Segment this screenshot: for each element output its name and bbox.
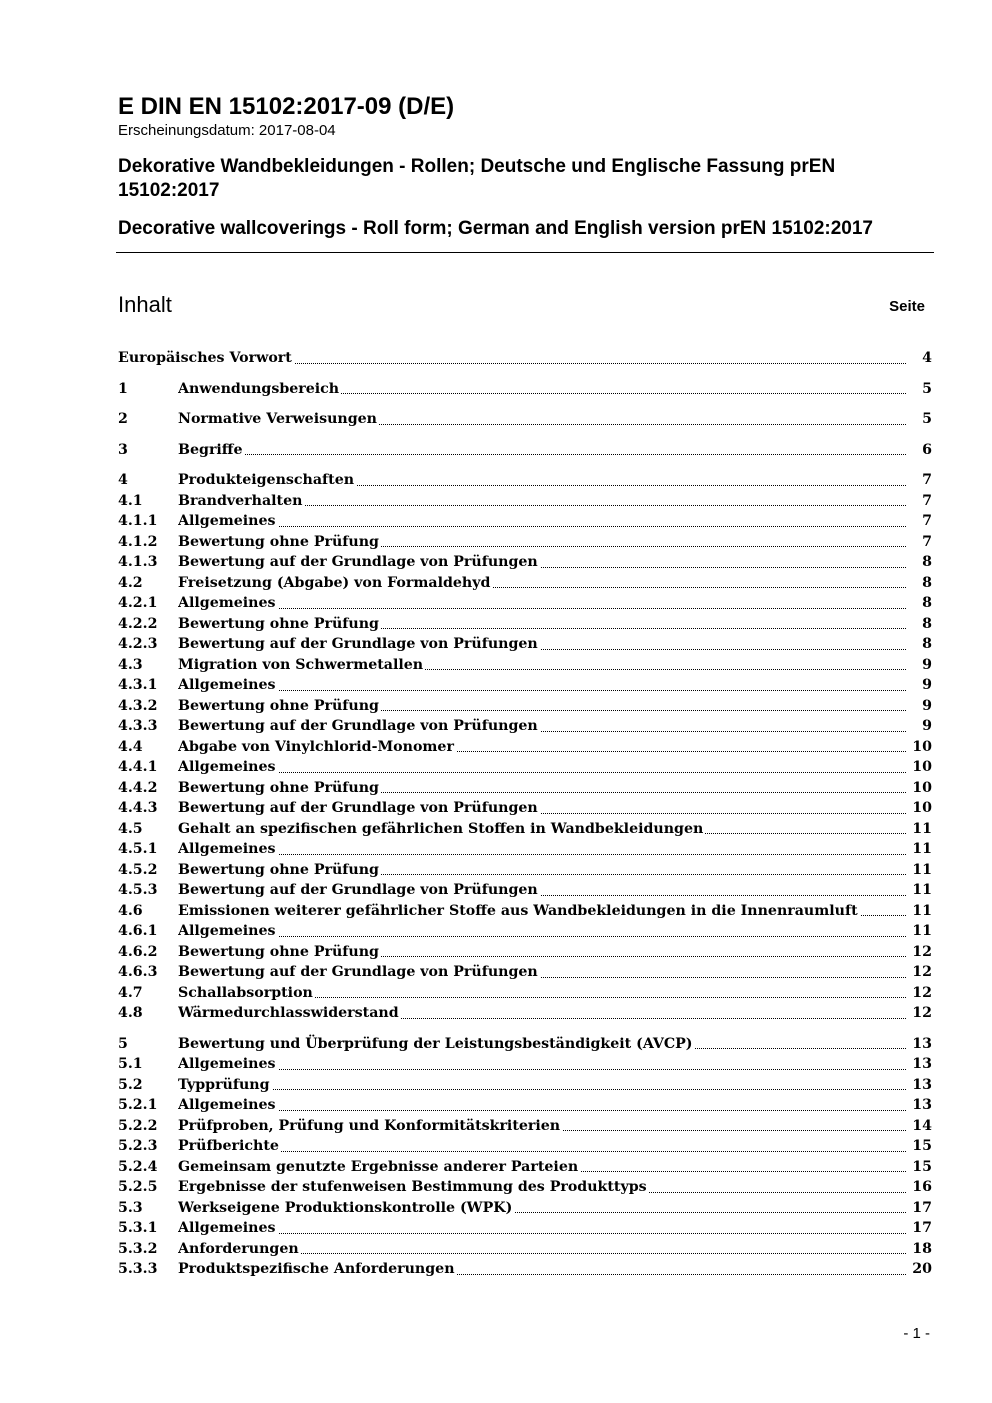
toc-entry-page: 8	[922, 615, 932, 632]
toc-entry-page: 13	[912, 1076, 932, 1093]
toc-entry[interactable]	[118, 1034, 932, 1055]
publication-date: Erscheinungsdatum: 2017-08-04	[118, 122, 336, 139]
toc-entry[interactable]	[118, 1075, 932, 1096]
toc-entry-label	[178, 696, 906, 717]
toc-entry[interactable]	[118, 962, 932, 983]
page-number: - 1 -	[903, 1325, 930, 1342]
toc-entry-page: 9	[922, 718, 932, 734]
toc-entry-page: 14	[912, 1117, 932, 1134]
toc-entry-label-text: Typprüfung	[178, 1076, 270, 1093]
toc-entry-label-text: Bewertung auf der Grundlage von Prüfungen	[178, 800, 538, 816]
toc-entry-label-text: Allgemeines	[178, 513, 276, 529]
toc-entry-number: 4.3.3	[118, 718, 158, 734]
toc-entry-page: 11	[912, 820, 932, 837]
toc-entry[interactable]	[118, 470, 932, 491]
toc-entry-label-text: Prüfberichte	[178, 1138, 279, 1154]
toc-entry-number: 5.3.2	[118, 1240, 158, 1257]
toc-entry-number: 4.6.2	[118, 943, 158, 960]
toc-entry-number: 5.3.3	[118, 1261, 158, 1277]
toc-entry-number: 4.2.3	[118, 636, 158, 652]
toc-entry-label	[178, 921, 906, 942]
title-german: Dekorative Wandbekleidungen - Rollen; Deutsche und Englische Fassung prEN 15102:2017	[118, 156, 836, 201]
toc-entry-label-text: Begriffe	[178, 441, 243, 458]
toc-entry-number: 4.3	[118, 656, 143, 673]
toc-entry-label-text: Bewertung ohne Prüfung	[178, 533, 379, 550]
toc-entry[interactable]	[118, 1136, 932, 1157]
toc-entry-page: 10	[912, 738, 932, 755]
toc-entry-label	[178, 1116, 906, 1137]
toc-entry-page: 12	[912, 964, 932, 980]
toc-entry-page: 6	[922, 441, 932, 458]
toc-entry[interactable]	[118, 1239, 932, 1260]
toc-entry-number: 4.5.2	[118, 861, 158, 878]
toc-entry-page: 13	[912, 1097, 932, 1113]
toc-entry[interactable]	[118, 778, 932, 799]
toc-entry-page: 10	[912, 800, 932, 816]
toc-entry-label	[178, 1157, 906, 1178]
toc-entry-label	[178, 409, 906, 430]
toc-entry-number: 5.2.3	[118, 1138, 158, 1154]
toc-entry-label-text: Produkteigenschaften	[178, 472, 355, 488]
toc-entry-label-text: Bewertung ohne Prüfung	[178, 943, 379, 960]
toc-entry-number: 4.2.2	[118, 615, 158, 632]
toc-entry-page: 4	[922, 350, 932, 366]
toc-entry-page: 11	[912, 902, 932, 919]
toc-entry-page: 16	[912, 1179, 932, 1195]
toc-entry-page: 12	[912, 984, 932, 1001]
toc-entry[interactable]	[118, 1116, 932, 1137]
toc-entry-number: 4.7	[118, 984, 143, 1001]
toc-entry-label	[178, 614, 906, 635]
toc-entry-label	[178, 1095, 906, 1116]
toc-entry[interactable]	[118, 716, 932, 737]
toc-entry-page: 13	[912, 1056, 932, 1072]
toc-entry-label	[178, 1218, 906, 1239]
toc-entry[interactable]	[118, 552, 932, 573]
toc-entry-number: 3	[118, 441, 128, 458]
toc-entry-label	[178, 1177, 906, 1198]
toc-entry-number: 4.6.1	[118, 923, 158, 939]
header-divider	[116, 252, 934, 253]
toc-entry-number: 4.5.1	[118, 841, 158, 857]
toc-entry-page: 10	[912, 779, 932, 796]
toc-entry-page: 7	[922, 492, 932, 509]
document-header	[118, 92, 934, 241]
toc-entry-label	[178, 675, 906, 696]
toc-entry[interactable]	[118, 757, 932, 778]
toc-entry-number: 4.1.3	[118, 554, 158, 570]
toc-entry-label	[178, 901, 906, 922]
toc-entry-label	[178, 1136, 906, 1157]
toc-entry[interactable]	[118, 1095, 932, 1116]
toc-entry-page: 10	[912, 759, 932, 775]
toc-entry-number: 5.2.5	[118, 1179, 158, 1195]
toc-entry[interactable]	[118, 880, 932, 901]
toc-entry-label-text: Emissionen weiterer gefährlicher Stoffe aus Wandbekleidungen in die Innenraumluft	[178, 902, 858, 919]
toc-entry-label	[178, 778, 906, 799]
toc-entry[interactable]	[118, 1198, 932, 1219]
toc-entry[interactable]	[118, 379, 932, 400]
toc-entry-label-text: Ergebnisse der stufenweisen Bestimmung des Produkttyps	[178, 1179, 647, 1195]
toc-entry-page: 9	[922, 697, 932, 714]
toc-entry[interactable]	[118, 655, 932, 676]
toc-entry[interactable]	[118, 491, 932, 512]
toc-entry-page: 8	[922, 636, 932, 652]
toc-entry-page: 9	[922, 656, 932, 673]
toc-entry-number: 4.4.1	[118, 759, 158, 775]
toc-entry[interactable]	[118, 1054, 932, 1075]
toc-entry-label-text: Allgemeines	[178, 1220, 276, 1236]
toc-entry-label-text: Freisetzung (Abgabe) von Formaldehyd	[178, 574, 491, 591]
toc-entry-page: 5	[922, 380, 932, 397]
toc-entry-number: 4.6	[118, 902, 143, 919]
toc-entry[interactable]	[118, 901, 932, 922]
toc-entry-label-text: Bewertung ohne Prüfung	[178, 697, 379, 714]
toc-entry[interactable]	[118, 1157, 932, 1178]
toc-entry-label	[178, 1198, 906, 1219]
toc-entry-number: 4.6.3	[118, 964, 158, 980]
toc-entry[interactable]	[118, 511, 932, 532]
toc-entry-page: 11	[912, 882, 932, 898]
toc-entry-label	[178, 440, 906, 461]
toc-entry-label-text: Gemeinsam genutzte Ergebnisse anderer Parteien	[178, 1158, 579, 1175]
toc-entry-label-text: Anforderungen	[178, 1240, 299, 1257]
toc-entry-number: 5.1	[118, 1056, 143, 1072]
toc-entry-label	[178, 1259, 906, 1280]
toc-entry-number: 4.4.2	[118, 779, 158, 796]
toc-entry[interactable]	[118, 634, 932, 655]
toc-entry[interactable]	[118, 1177, 932, 1198]
toc-entry-label-text: Bewertung und Überprüfung der Leistungsbeständigkeit (AVCP)	[178, 1035, 693, 1052]
toc-entry-label	[178, 593, 906, 614]
toc-entry-page: 20	[912, 1261, 932, 1277]
toc-entry-label	[178, 737, 906, 758]
toc-entry[interactable]	[118, 440, 932, 461]
toc-entry-number: 4.5.3	[118, 882, 158, 898]
toc-entry-page: 7	[922, 472, 932, 488]
toc-entry[interactable]	[118, 1259, 932, 1280]
toc-entry-label-text: Abgabe von Vinylchlorid-Monomer	[178, 738, 454, 755]
toc-entry-label-text: Werkseigene Produktionskontrolle (WPK)	[178, 1199, 513, 1216]
toc-entry-number: 5.2.4	[118, 1158, 158, 1175]
toc-entry-label	[178, 880, 906, 901]
toc-entry-page: 7	[922, 513, 932, 529]
toc-entry[interactable]	[118, 614, 932, 635]
toc-entry-page: 12	[912, 1005, 932, 1021]
toc-entry-label	[178, 511, 906, 532]
toc-entry-label-text: Bewertung auf der Grundlage von Prüfungen	[178, 636, 538, 652]
toc-entry[interactable]	[118, 942, 932, 963]
toc-entry[interactable]	[118, 819, 932, 840]
toc-entry[interactable]	[118, 1218, 932, 1239]
toc-entry-label-text: Allgemeines	[178, 1056, 276, 1072]
toc-entry[interactable]	[118, 593, 932, 614]
toc-entry-label-text: Bewertung auf der Grundlage von Prüfungen	[178, 718, 538, 734]
toc-entry[interactable]	[118, 696, 932, 717]
toc-entry-label-text: Gehalt an spezifischen gefährlichen Stoffen in Wandbekleidungen	[178, 820, 704, 837]
toc-entry-page: 8	[922, 595, 932, 611]
toc-entry[interactable]	[118, 983, 932, 1004]
toc-entry-number: 4.5	[118, 820, 143, 837]
toc-entry-label	[178, 1054, 906, 1075]
toc-entry-label	[118, 348, 906, 369]
toc-entry-number: 4.1.1	[118, 513, 158, 529]
toc-entry-label	[178, 819, 906, 840]
toc-entry-label-text: Allgemeines	[178, 923, 276, 939]
toc-entry-page: 15	[912, 1158, 932, 1175]
toc-entry-label-text: Produktspezifische Anforderungen	[178, 1261, 455, 1277]
toc-entry-label-text: Allgemeines	[178, 595, 276, 611]
toc-entry[interactable]	[118, 573, 932, 594]
table-of-contents	[118, 348, 932, 1280]
toc-entry-number: 2	[118, 411, 128, 427]
toc-entry-label-text: Europäisches Vorwort	[118, 350, 292, 366]
toc-entry-label	[178, 839, 906, 860]
toc-entry-label	[178, 470, 906, 491]
toc-entry-label	[178, 716, 906, 737]
toc-entry[interactable]	[118, 860, 932, 881]
toc-entry-label	[178, 1239, 906, 1260]
toc-entry-page: 5	[922, 411, 932, 427]
toc-entry-label-text: Prüfproben, Prüfung und Konformitätskriterien	[178, 1117, 561, 1134]
toc-entry[interactable]	[118, 409, 932, 430]
toc-entry-number: 5	[118, 1035, 128, 1052]
document-id: E DIN EN 15102:2017-09 (D/E)	[118, 93, 455, 120]
toc-entry-number: 4.4.3	[118, 800, 158, 816]
toc-entry-label-text: Schallabsorption	[178, 984, 313, 1001]
toc-entry-number: 4.2	[118, 574, 143, 591]
toc-entry-label	[178, 655, 906, 676]
toc-entry-label-text: Allgemeines	[178, 759, 276, 775]
toc-entry-label	[178, 573, 906, 594]
toc-entry-page: 18	[912, 1240, 932, 1257]
toc-entry-page: 8	[922, 554, 932, 570]
toc-entry-label	[178, 1003, 906, 1024]
toc-entry[interactable]	[118, 921, 932, 942]
toc-entry-label-text: Allgemeines	[178, 841, 276, 857]
toc-entry-number: 4	[118, 472, 128, 488]
toc-entry-label-text: Bewertung auf der Grundlage von Prüfungen	[178, 554, 538, 570]
toc-entry-number: 5.2.2	[118, 1117, 158, 1134]
toc-entry-number: 4.8	[118, 1005, 143, 1021]
toc-entry-page: 7	[922, 533, 932, 550]
toc-entry-label	[178, 379, 906, 400]
toc-entry-label-text: Bewertung auf der Grundlage von Prüfungen	[178, 882, 538, 898]
toc-entry-label-text: Wärmedurchlasswiderstand	[178, 1005, 399, 1021]
toc-entry-number: 4.1	[118, 492, 143, 509]
toc-entry-number: 4.4	[118, 738, 143, 755]
toc-entry-page: 13	[912, 1035, 932, 1052]
toc-entry-page: 12	[912, 943, 932, 960]
toc-entry-label	[178, 552, 906, 573]
toc-entry-number: 5.2.1	[118, 1097, 158, 1113]
toc-entry-page: 11	[912, 841, 932, 857]
toc-entry-label-text: Bewertung auf der Grundlage von Prüfungen	[178, 964, 538, 980]
toc-entry[interactable]	[118, 737, 932, 758]
toc-entry[interactable]	[118, 798, 932, 819]
toc-page-column-label: Seite	[889, 298, 925, 315]
toc-entry-label-text: Brandverhalten	[178, 492, 303, 509]
toc-heading: Inhalt	[118, 292, 172, 317]
toc-entry-page: 15	[912, 1138, 932, 1154]
toc-entry-label	[178, 983, 906, 1004]
toc-entry-label-text: Normative Verweisungen	[178, 411, 377, 427]
toc-entry-page: 9	[922, 677, 932, 693]
toc-entry[interactable]	[118, 675, 932, 696]
toc-entry-number: 1	[118, 380, 128, 397]
toc-entry-label-text: Bewertung ohne Prüfung	[178, 861, 379, 878]
toc-entry-number: 4.1.2	[118, 533, 158, 550]
toc-entry-label	[178, 491, 906, 512]
toc-entry-number: 4.2.1	[118, 595, 158, 611]
toc-entry-label	[178, 634, 906, 655]
toc-entry-page: 11	[912, 861, 932, 878]
toc-entry-label-text: Bewertung ohne Prüfung	[178, 615, 379, 632]
title-english: Decorative wallcoverings - Roll form; German and English version prEN 15102:2017	[118, 218, 873, 239]
toc-entry-number: 4.3.2	[118, 697, 158, 714]
toc-entry-label	[178, 757, 906, 778]
toc-entry-label	[178, 798, 906, 819]
toc-entry-label	[178, 532, 906, 553]
toc-entry-label	[178, 1075, 906, 1096]
toc-entry-label	[178, 860, 906, 881]
toc-entry-number: 5.3	[118, 1199, 143, 1216]
toc-entry-page: 17	[912, 1199, 932, 1216]
toc-entry[interactable]	[118, 348, 932, 369]
toc-entry-label-text: Allgemeines	[178, 1097, 276, 1113]
toc-entry-label	[178, 962, 906, 983]
toc-entry-label-text: Allgemeines	[178, 677, 276, 693]
toc-entry-label	[178, 1034, 906, 1055]
toc-entry-number: 5.3.1	[118, 1220, 158, 1236]
toc-entry-page: 17	[912, 1220, 932, 1236]
toc-entry-label-text: Anwendungsbereich	[178, 380, 340, 397]
toc-entry-page: 8	[922, 574, 932, 591]
toc-entry-number: 4.3.1	[118, 677, 158, 693]
toc-entry-label-text: Migration von Schwermetallen	[178, 656, 424, 673]
toc-entry-label-text: Bewertung ohne Prüfung	[178, 779, 379, 796]
toc-entry-page: 11	[912, 923, 932, 939]
toc-entry-number: 5.2	[118, 1076, 143, 1093]
toc-entry[interactable]	[118, 532, 932, 553]
toc-entry-label	[178, 942, 906, 963]
toc-entry[interactable]	[118, 1003, 932, 1024]
toc-entry[interactable]	[118, 839, 932, 860]
